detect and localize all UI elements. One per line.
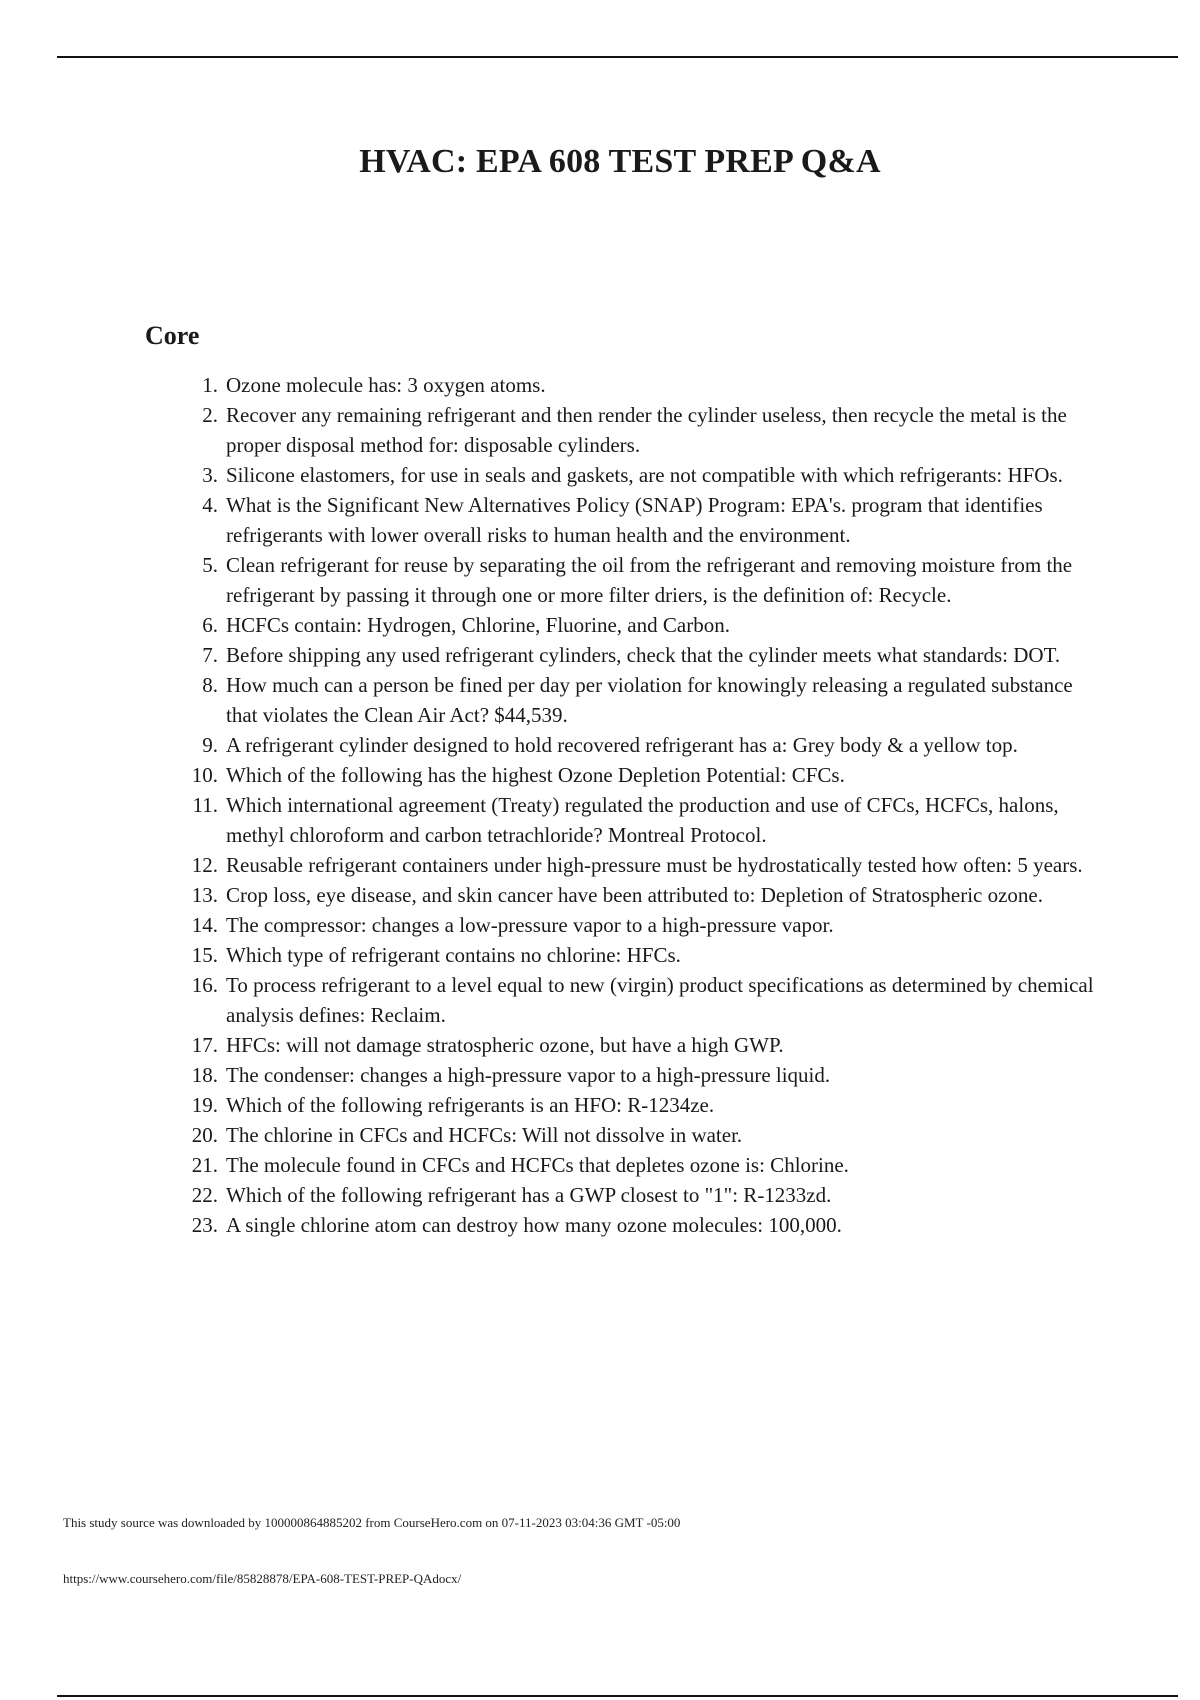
list-item bbox=[176, 610, 1106, 640]
item-text: Reusable refrigerant containers under high-pressure must be hydrostatically tested how often: 5 years. bbox=[226, 853, 1083, 877]
list-item bbox=[176, 850, 1106, 880]
item-text: The compressor: changes a low-pressure vapor to a high-pressure vapor. bbox=[226, 913, 834, 937]
item-number: 17. bbox=[191, 1033, 218, 1057]
list-item bbox=[176, 1180, 1106, 1210]
item-number: 13. bbox=[191, 883, 218, 907]
item-text: Which of the following refrigerant has a GWP closest to "1": R-1233zd. bbox=[226, 1183, 832, 1207]
item-text: Which type of refrigerant contains no chlorine: HFCs. bbox=[226, 943, 681, 967]
list-item bbox=[176, 370, 1106, 400]
item-number: 14. bbox=[191, 913, 218, 937]
list-item bbox=[176, 670, 1106, 730]
item-number: 1. bbox=[202, 373, 218, 397]
item-text: How much can a person be fined per day per violation for knowingly releasing a regulated substance that violates the Clean Air Act? $44,539. bbox=[226, 673, 1073, 727]
item-number: 5. bbox=[202, 553, 218, 577]
list-item bbox=[176, 550, 1106, 610]
list-item bbox=[176, 1210, 1106, 1240]
item-number: 18. bbox=[191, 1063, 218, 1087]
item-number: 4. bbox=[202, 493, 218, 517]
item-number: 8. bbox=[202, 673, 218, 697]
item-text: HCFCs contain: Hydrogen, Chlorine, Fluorine, and Carbon. bbox=[226, 613, 730, 637]
source-url-link[interactable]: https://www.coursehero.com/file/85828878/EPA-608-TEST-PREP-QAdocx/ bbox=[63, 1571, 462, 1586]
item-text: A refrigerant cylinder designed to hold recovered refrigerant has a: Grey body & a yellow top. bbox=[226, 733, 1018, 757]
download-source-note: This study source was downloaded by 100000864885202 from CourseHero.com on 07-11-2023 03:04:36 GMT -05:00 bbox=[63, 1515, 681, 1530]
item-text: Ozone molecule has: 3 oxygen atoms. bbox=[226, 373, 546, 397]
list-item bbox=[176, 460, 1106, 490]
item-text: Recover any remaining refrigerant and then render the cylinder useless, then recycle the metal is the proper disposal method for: disposable cylinders. bbox=[226, 403, 1067, 457]
item-number: 10. bbox=[191, 763, 218, 787]
item-number: 2. bbox=[202, 403, 218, 427]
document-title: HVAC: EPA 608 TEST PREP Q&A bbox=[359, 143, 881, 180]
list-item bbox=[176, 970, 1106, 1030]
top-divider bbox=[57, 56, 1178, 58]
item-text: Which of the following refrigerants is an HFO: R-1234ze. bbox=[226, 1093, 715, 1117]
item-number: 20. bbox=[191, 1123, 218, 1147]
item-number: 19. bbox=[191, 1093, 218, 1117]
item-text: The condenser: changes a high-pressure vapor to a high-pressure liquid. bbox=[226, 1063, 831, 1087]
item-number: 12. bbox=[191, 853, 218, 877]
list-item bbox=[176, 1060, 1106, 1090]
item-text: Which of the following has the highest Ozone Depletion Potential: CFCs. bbox=[226, 763, 845, 787]
list-item bbox=[176, 910, 1106, 940]
item-text: What is the Significant New Alternatives Policy (SNAP) Program: EPA's. program that identifies refrigerants with lower overall risks to human health and the environment. bbox=[226, 493, 1043, 547]
item-text: Clean refrigerant for reuse by separating the oil from the refrigerant and removing moisture from the refrigerant by passing it through one or more filter driers, is the definition of: Recycle. bbox=[226, 553, 1073, 607]
item-text: Silicone elastomers, for use in seals and gaskets, are not compatible with which refrigerants: HFOs. bbox=[226, 463, 1063, 487]
item-text: To process refrigerant to a level equal to new (virgin) product specifications as determined by chemical analysis defines: Reclaim. bbox=[226, 973, 1094, 1027]
qa-list bbox=[176, 370, 1106, 1240]
list-item bbox=[176, 940, 1106, 970]
list-item bbox=[176, 880, 1106, 910]
item-number: 23. bbox=[191, 1213, 218, 1237]
list-item bbox=[176, 490, 1106, 550]
item-text: The chlorine in CFCs and HCFCs: Will not dissolve in water. bbox=[226, 1123, 743, 1147]
item-text: HFCs: will not damage stratospheric ozone, but have a high GWP. bbox=[226, 1033, 784, 1057]
item-text: Before shipping any used refrigerant cylinders, check that the cylinder meets what standards: DOT. bbox=[226, 643, 1061, 667]
list-item bbox=[176, 400, 1106, 460]
list-item bbox=[176, 1120, 1106, 1150]
item-number: 7. bbox=[202, 643, 218, 667]
section-heading-core: Core bbox=[145, 321, 200, 350]
list-item bbox=[176, 730, 1106, 760]
item-text: The molecule found in CFCs and HCFCs that depletes ozone is: Chlorine. bbox=[226, 1153, 849, 1177]
item-number: 6. bbox=[202, 613, 218, 637]
list-item bbox=[176, 1030, 1106, 1060]
bottom-divider bbox=[57, 1695, 1178, 1697]
item-number: 3. bbox=[202, 463, 218, 487]
item-number: 22. bbox=[191, 1183, 218, 1207]
item-number: 11. bbox=[192, 793, 218, 817]
item-text: A single chlorine atom can destroy how many ozone molecules: 100,000. bbox=[226, 1213, 842, 1237]
item-number: 15. bbox=[191, 943, 218, 967]
list-item bbox=[176, 760, 1106, 790]
list-item bbox=[176, 790, 1106, 850]
list-item bbox=[176, 1090, 1106, 1120]
list-item bbox=[176, 640, 1106, 670]
list-item bbox=[176, 1150, 1106, 1180]
item-number: 21. bbox=[191, 1153, 218, 1177]
item-number: 16. bbox=[191, 973, 218, 997]
item-text: Which international agreement (Treaty) regulated the production and use of CFCs, HCFCs, halons, methyl chloroform and carbon tetrachloride? Montreal Protocol. bbox=[226, 793, 1059, 847]
item-text: Crop loss, eye disease, and skin cancer have been attributed to: Depletion of Stratospheric ozone. bbox=[226, 883, 1043, 907]
item-number: 9. bbox=[202, 733, 218, 757]
